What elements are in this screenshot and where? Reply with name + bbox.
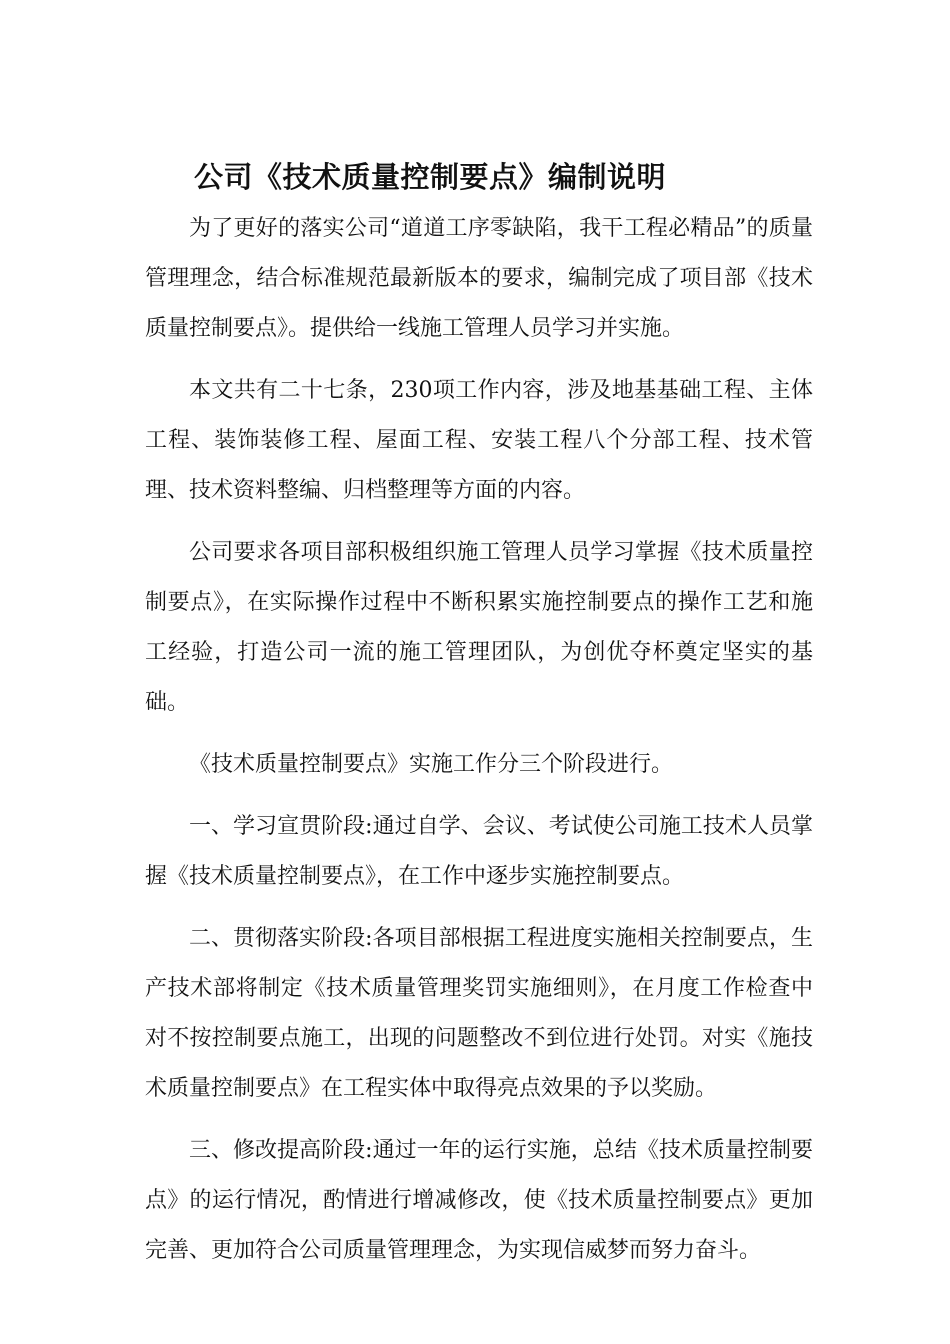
paragraph-intro: 为了更好的落实公司“道道工序零缺陷，我干工程必精品”的质量管理理念，结合标准规范最新版本的要求，编制完成了项目部《技术质量控制要点》。提供给一线施工管理人员学习并实施。 [145, 216, 813, 341]
paragraph-phase-two: 二、贯彻落实阶段:各项目部根据工程进度实施相关控制要点，生产技术部将制定《技术质量管理奖罚实施细则》，在月度工作检查中对不按控制要点施工，出现的问题整改不到位进行处罚。对实《施技术质量控制要点》在工程实体中取得亮点效果的予以奖励。 [145, 926, 813, 1101]
document-body [145, 204, 813, 1276]
paragraph-requirements: 公司要求各项目部积极组织施工管理人员学习掌握《技术质量控制要点》，在实际操作过程中不断积累实施控制要点的操作工艺和施工经验，打造公司一流的施工管理团队，为创优夺杯奠定坚实的基础。 [145, 540, 813, 715]
document-title: 公司《技术质量控制要点》编制说明 [193, 160, 666, 194]
paragraph-phase-three: 三、修改提高阶段:通过一年的运行实施，总结《技术质量控制要点》的运行情况，酌情进行增减修改，使《技术质量控制要点》更加完善、更加符合公司质量管理理念，为实现信威梦而努力奋斗。 [145, 1138, 813, 1263]
paragraph-phases-overview: 《技术质量控制要点》实施工作分三个阶段进行。 [189, 752, 674, 777]
paragraph-scope: 本文共有二十七条，230项工作内容，涉及地基基础工程、主体工程、装饰装修工程、屋面工程、安装工程八个分部工程、技术管理、技术资料整编、归档整理等方面的内容。 [145, 378, 813, 503]
paragraph-phase-one: 一、学习宣贯阶段:通过自学、会议、考试使公司施工技术人员掌握《技术质量控制要点》，在工作中逐步实施控制要点。 [145, 814, 813, 889]
